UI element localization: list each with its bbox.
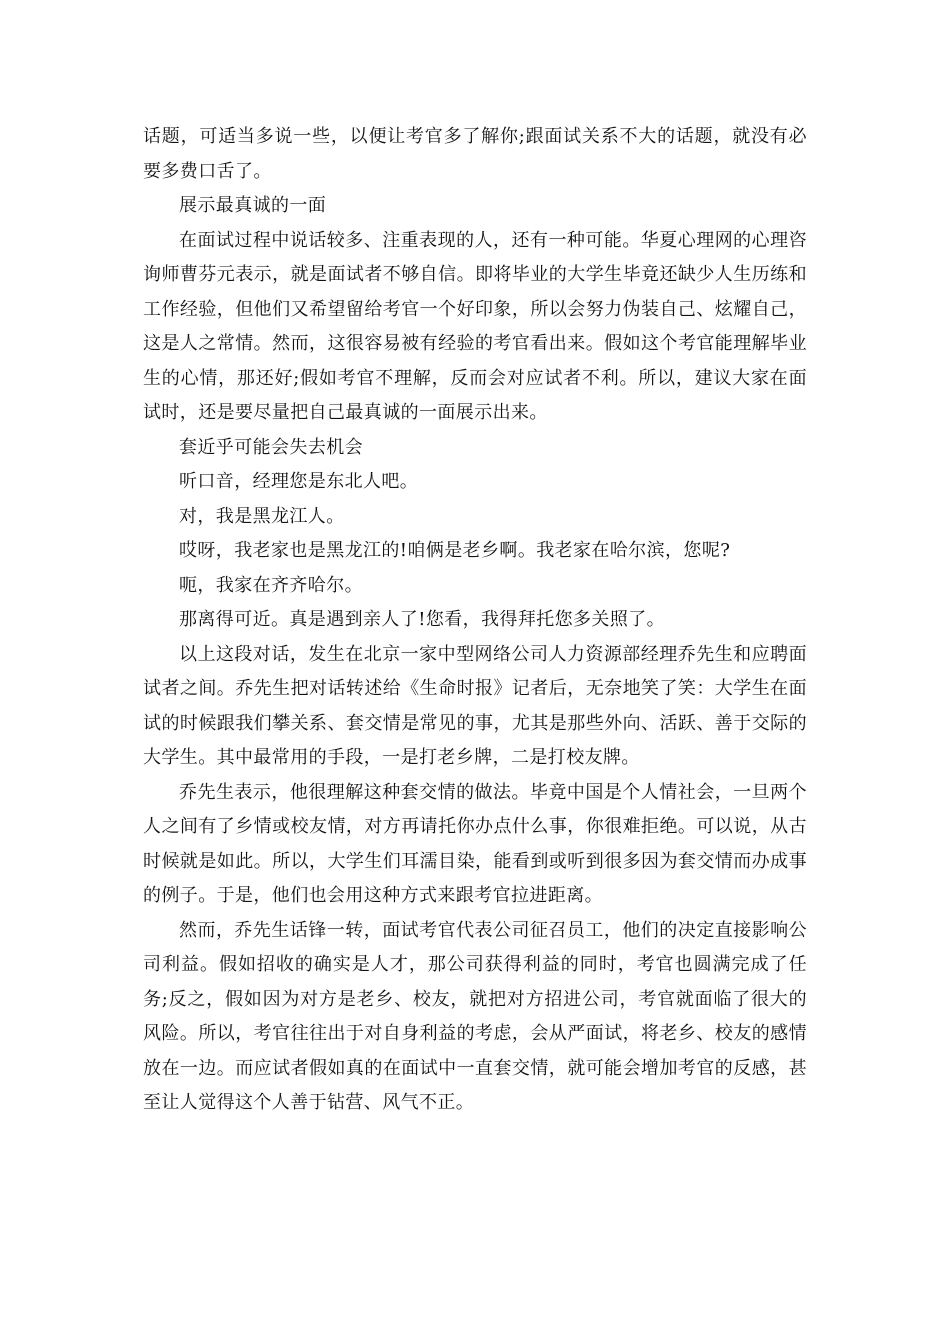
dialogue-line: 那离得可近。真是遇到亲人了!您看，我得拜托您多关照了。	[179, 609, 666, 630]
paragraph-continuation: 话题，可适当多说一些，以便让考官多了解你;跟面试关系不大的话题，就没有必要多费口舌了。	[143, 126, 807, 182]
dialogue-line: 对，我是黑龙江人。	[179, 505, 345, 527]
dialogue-line: 呃，我家在齐齐哈尔。	[179, 574, 363, 596]
paragraph: 乔先生表示，他很理解这种套交情的做法。毕竟中国是个人情社会，一旦两个人之间有了乡情或校友情，对方再请托你办点什么事，你很难拒绝。可以说，从古时候就是如此。所以，大学生们耳濡目染，能看到或听到很多因为套交情而办成事的例子。于是，他们也会用这种方式来跟考官拉进距离。	[143, 781, 807, 906]
paragraph: 在面试过程中说话较多、注重表现的人，还有一种可能。华夏心理网的心理咨询师曹芬元表示，就是面试者不够自信。即将毕业的大学生毕竟还缺少人生历练和工作经验，但他们又希望留给考官一个好印象，所以会努力伪装自己、炫耀自己，这是人之常情。然而，这很容易被有经验的考官看出来。假如这个考官能理解毕业生的心情，那还好;假如考官不理解，反而会对应试者不利。所以，建议大家在面试时，还是要尽量把自己最真诚的一面展示出来。	[143, 229, 807, 423]
section-heading-sincerity: 展示最真诚的一面	[179, 195, 327, 216]
document-body	[143, 120, 807, 1121]
dialogue-line: 听口音，经理您是东北人吧。	[179, 471, 419, 492]
paragraph: 然而，乔先生话锋一转，面试考官代表公司征召员工，他们的决定直接影响公司利益。假如招收的确实是人才，那公司获得利益的同时，考官也圆满完成了任务;反之，假如因为对方是老乡、校友，就把对方招进公司，考官就面临了很大的风险。所以，考官往往出于对自身利益的考虑，会从严面试，将老乡、校友的感情放在一边。而应试者假如真的在面试中一直套交情，就可能会增加考官的反感，甚至让人觉得这个人善于钻营、风气不正。	[143, 919, 807, 1113]
dialogue-line: 哎呀，我老家也是黑龙江的!咱俩是老乡啊。我老家在哈尔滨，您呢?	[179, 540, 731, 561]
paragraph: 以上这段对话，发生在北京一家中型网络公司人力资源部经理乔先生和应聘面试者之间。乔先生把对话转述给《生命时报》记者后，无奈地笑了笑：大学生在面试的时候跟我们攀关系、套交情是常见的事，尤其是那些外向、活跃、善于交际的大学生。其中最常用的手段，一是打老乡牌，二是打校友牌。	[143, 643, 807, 768]
section-heading-rapport: 套近乎可能会失去机会	[179, 436, 363, 458]
